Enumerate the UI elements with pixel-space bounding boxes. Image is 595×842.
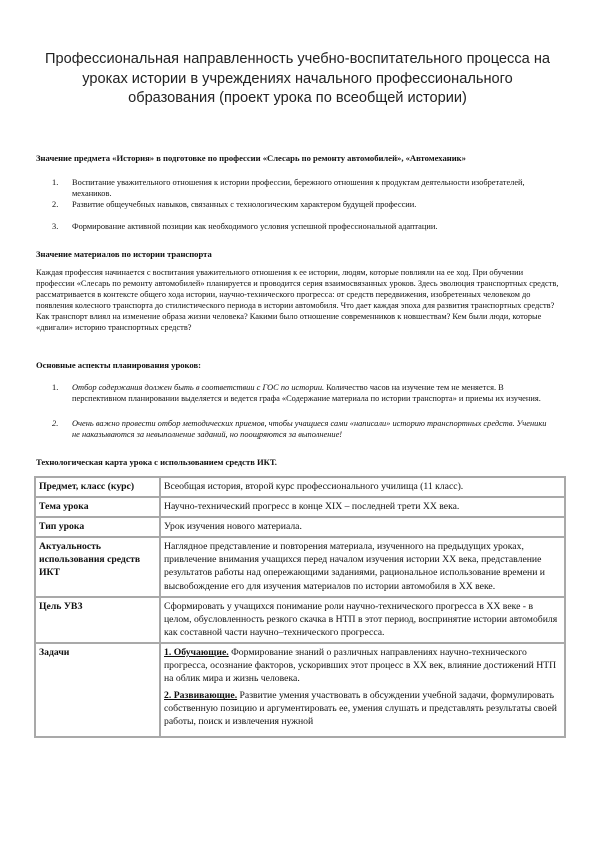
list-item-rest-text: Количество часов на изучение тем не меняется. В перспективном планировании выделяется и ведется графа «Содержание материала по истории транспорта» и приемы их изучения. xyxy=(72,383,541,403)
table-row xyxy=(35,597,565,643)
document-title: Профессиональная направленность учебно-воспитательного процесса на уроках истории в учреждениях начального профессионального образования (проект урока по всеобщей истории) xyxy=(45,51,550,106)
table-row xyxy=(35,643,565,737)
section-heading-planning-aspects: Основные аспекты планирования уроков: xyxy=(36,360,201,370)
section-heading-transport-materials: Значение материалов по истории транспорта xyxy=(36,249,212,259)
row-label: Тип урока xyxy=(35,517,160,537)
task-item xyxy=(164,689,561,728)
list-item-number: 1. xyxy=(52,178,59,187)
row-label: Предмет, класс (курс) xyxy=(35,477,160,497)
list-item-text xyxy=(72,383,554,405)
list-item-text: Развитие общеучебных навыков, связанных с технологическим характером будущей профессии. xyxy=(72,200,417,209)
transport-materials-paragraph: Каждая профессия начинается с воспитания уважительного отношения к ее истории, людям, которые повлияли на ее ход. При обучении профессии «Слесарь по ремонту автомобилей» планируется и проводится серия взаимосвязанных уроков. Здесь эволюция транспортных средств, рассматривается в контексте общего хода истории, научно-технического прогресса: от средств передвижения, изобретенных человеком до появления колесного транспорта до стилистического периода в истории автомобиля. Что дает каждая эпоха для развития транспортных средств? Как транспорт влиял на изменение образа жизни человека? Какими было отношение современников к новшествам? Кем были люди, которые «двигали» историю транспортных средств? xyxy=(36,268,559,333)
task-item xyxy=(164,646,561,685)
row-value xyxy=(160,643,565,737)
list-item-number: 3. xyxy=(52,222,59,231)
task-heading: 1. Обучающие. xyxy=(164,646,229,658)
task-text: Формирование знаний о различных направлениях научно-технического прогресса, осознание факторов, ускоривших этот процесс в XX век, влияние достижений НТП на облик мира и жизнь человека. xyxy=(164,646,557,685)
row-value: Сформировать у учащихся понимание роли научно-технического прогресса в XX веке - в целом, обусловленность резкого скачка в НТП в этот период, воспринятие истории автомобиля как составной части научно–технического прогресса. xyxy=(160,597,565,643)
row-value: Всеобщая история, второй курс профессионального училища (11 класс). xyxy=(160,477,565,497)
table-row xyxy=(35,517,565,537)
task-text: Развитие умения участвовать в обсуждении учебной задачи, формулировать собственную позицию и аргументировать ее, умения слушать и представлять результаты своей работы, поиск и извлечения нужной xyxy=(164,690,557,728)
row-value: Урок изучения нового материала. xyxy=(160,517,565,537)
list-item-number: 2. xyxy=(52,200,59,209)
section-heading-tech-map: Технологическая карта урока с использованием средств ИКТ. xyxy=(36,457,277,467)
list-item-italic-text: Отбор содержания должен быть в соответствии с ГОС по истории. xyxy=(72,383,325,392)
table-row xyxy=(35,537,565,596)
list-item-text: Воспитание уважительного отношения к истории профессии, бережного отношения к продуктам деятельности изобретателей, механиков. xyxy=(72,178,525,198)
row-label: Актуальность использования средств ИКТ xyxy=(35,537,160,596)
tech-map-table xyxy=(34,476,566,738)
task-heading: 2. Развивающие. xyxy=(164,690,238,702)
list-item-text: Формирование активной позиции как необходимого условия успешной профессиональной адаптации. xyxy=(72,222,438,231)
table-row xyxy=(35,477,565,497)
row-label: Цель УВЗ xyxy=(35,597,160,643)
list-item-number: 2. xyxy=(52,419,59,428)
row-label: Задачи xyxy=(35,643,160,737)
list-item-number: 1. xyxy=(52,383,59,392)
row-value: Научно-технический прогресс в конце XIX – последней трети XX века. xyxy=(160,497,565,517)
section-heading-subject-importance: Значение предмета «История» в подготовке по профессии «Слесарь по ремонту автомобилей», «Автомеханик» xyxy=(36,153,466,163)
table-row xyxy=(35,497,565,517)
row-value: Наглядное представление и повторения материала, изученного на предыдущих уроках, привлечение внимания учащихся перед началом изучения истории XX века, представление результатов работы над опережающими заданиями, рациональное использование времени и высвобождение его для изучения материалов по истории автомобиля в XX веке. xyxy=(160,537,565,596)
row-label: Тема урока xyxy=(35,497,160,517)
list-item-text: Очень важно провести отбор методических приемов, чтобы учащиеся сами «написали» историю транспортных средств. Ученики не наказываются за невыполнение заданий, но поощряются за выполнение! xyxy=(72,419,547,439)
